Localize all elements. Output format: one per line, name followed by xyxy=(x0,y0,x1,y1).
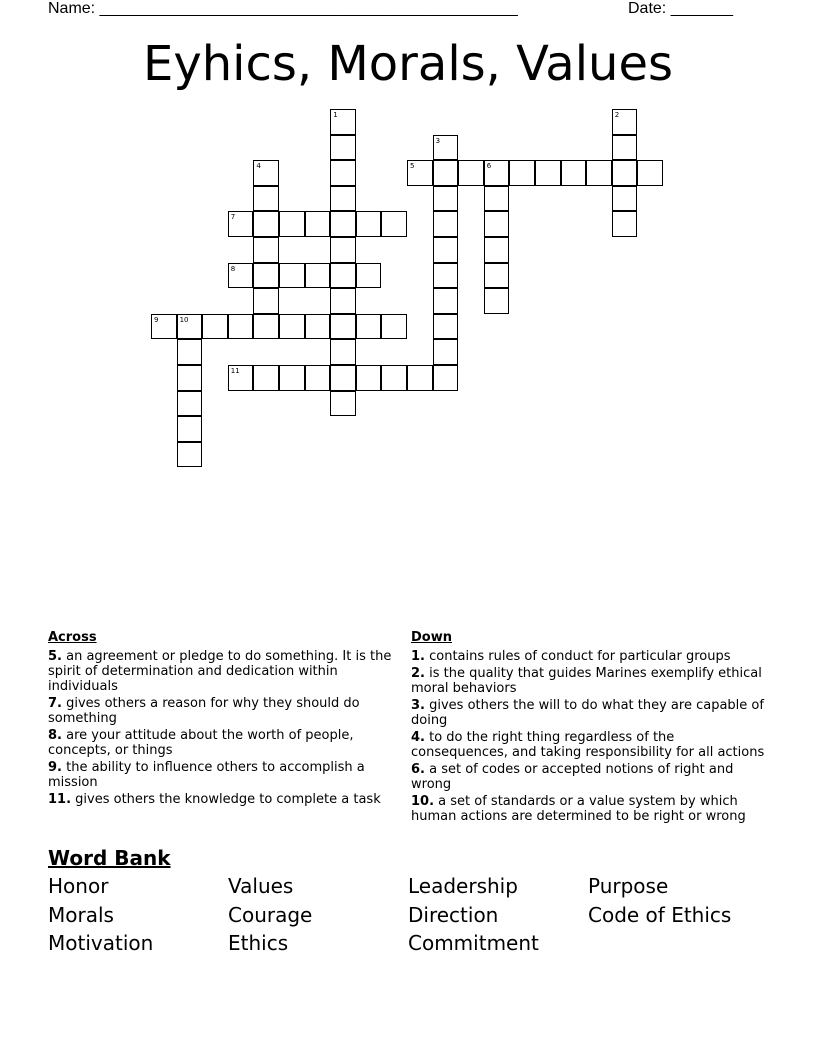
crossword-cell[interactable] xyxy=(253,314,279,340)
crossword-cell[interactable] xyxy=(279,263,305,289)
crossword-cell[interactable] xyxy=(356,211,382,237)
crossword-cell[interactable] xyxy=(381,314,407,340)
down-clues xyxy=(411,630,771,826)
crossword-cell[interactable] xyxy=(458,160,484,186)
crossword-cell[interactable] xyxy=(484,160,510,186)
word-bank-item: Ethics xyxy=(228,931,289,955)
clue-number-label: 8. xyxy=(48,728,62,743)
word-bank-item: Honor xyxy=(48,874,109,898)
clue-item xyxy=(411,762,771,792)
clue-item xyxy=(411,794,771,824)
clue-number: 5 xyxy=(410,162,415,171)
crossword-cell[interactable] xyxy=(561,160,587,186)
crossword-cell[interactable] xyxy=(509,160,535,186)
clue-number: 3 xyxy=(435,136,441,145)
crossword-cell[interactable] xyxy=(305,365,331,391)
crossword-cell[interactable] xyxy=(433,314,459,340)
crossword-cell[interactable] xyxy=(253,288,279,314)
crossword-cell[interactable] xyxy=(586,160,612,186)
crossword-cell[interactable] xyxy=(228,263,254,289)
word-bank-item: Morals xyxy=(48,902,114,927)
clue-number: 10 xyxy=(179,315,189,324)
clue-text: gives others the knowledge to complete a task xyxy=(71,792,381,807)
clue-number-label: 1. xyxy=(411,649,425,664)
across-clue-list xyxy=(48,649,393,807)
crossword-cell[interactable] xyxy=(202,314,228,340)
clue-item xyxy=(411,730,771,760)
crossword-cell[interactable] xyxy=(381,365,407,391)
crossword-cell[interactable] xyxy=(177,442,203,468)
crossword-cell[interactable] xyxy=(330,135,356,161)
word-bank-item: Direction xyxy=(408,902,499,927)
clue-item xyxy=(48,760,393,790)
across-heading: Across xyxy=(48,630,97,645)
clue-item xyxy=(411,666,771,696)
word-bank-item: Commitment xyxy=(408,931,539,955)
crossword-cell[interactable] xyxy=(151,314,177,340)
crossword-cell[interactable] xyxy=(330,160,356,186)
crossword-cell[interactable] xyxy=(253,160,279,186)
crossword-cell[interactable] xyxy=(279,314,305,340)
crossword-cell[interactable] xyxy=(330,237,356,263)
clue-number-label: 10. xyxy=(411,794,435,809)
crossword-cell[interactable] xyxy=(330,186,356,212)
clue-number: 2 xyxy=(614,111,620,119)
crossword-cell[interactable] xyxy=(330,339,356,365)
clue-number-label: 11. xyxy=(48,792,72,807)
clue-number-label: 9. xyxy=(48,760,62,775)
clue-number: 11 xyxy=(230,367,240,375)
clue-number-label: 5. xyxy=(48,649,62,664)
word-bank-item: Code of Ethics xyxy=(588,902,732,927)
clue-text: to do the right thing regardless of the consequences, and taking responsibility for all actions xyxy=(411,730,765,760)
crossword-cell[interactable] xyxy=(330,391,356,417)
clue-item xyxy=(48,696,393,726)
word-bank-item: Motivation xyxy=(48,931,154,955)
clue-number: 9 xyxy=(154,315,159,324)
crossword-cell[interactable] xyxy=(612,211,638,237)
crossword-cell[interactable] xyxy=(484,211,510,237)
crossword-cell[interactable] xyxy=(381,211,407,237)
crossword-cell[interactable] xyxy=(407,365,433,391)
clue-text: gives others a reason for why they should do something xyxy=(48,696,360,726)
crossword-cell[interactable] xyxy=(253,365,279,391)
clue-number-label: 3. xyxy=(411,698,425,713)
clue-number: 1 xyxy=(333,111,338,119)
page-title: Eyhics, Morals, Values xyxy=(142,36,673,92)
clue-number-label: 7. xyxy=(48,696,62,711)
crossword-cell[interactable] xyxy=(637,160,663,186)
clue-text: are your attitude about the worth of people, concepts, or things xyxy=(48,728,354,758)
clue-number: 8 xyxy=(230,264,236,273)
clue-text: contains rules of conduct for particular groups xyxy=(424,649,731,664)
crossword-cell[interactable] xyxy=(433,288,459,314)
down-heading: Down xyxy=(411,630,452,645)
crossword-cell[interactable] xyxy=(612,135,638,161)
crossword-cell[interactable] xyxy=(356,314,382,340)
crossword-cell[interactable] xyxy=(177,391,203,417)
clue-number: 6 xyxy=(486,162,492,171)
crossword-cell[interactable] xyxy=(177,314,203,340)
word-bank-heading: Word Bank xyxy=(48,846,171,870)
crossword-cell[interactable] xyxy=(484,288,510,314)
crossword-cell[interactable] xyxy=(433,237,459,263)
crossword-cell[interactable] xyxy=(330,288,356,314)
clue-text: a set of codes or accepted notions of right and wrong xyxy=(411,762,734,792)
clue-number-label: 2. xyxy=(411,666,425,681)
clue-item xyxy=(48,728,393,758)
crossword-cell[interactable] xyxy=(330,211,356,237)
crossword-cell[interactable] xyxy=(177,339,203,365)
crossword-cell[interactable] xyxy=(356,263,382,289)
crossword-cell[interactable] xyxy=(253,237,279,263)
clue-item xyxy=(48,649,393,694)
crossword-cell[interactable] xyxy=(433,135,459,161)
clue-text: is the quality that guides Marines exemplify ethical moral behaviors xyxy=(411,666,762,696)
crossword-cell[interactable] xyxy=(305,314,331,340)
crossword-cell[interactable] xyxy=(484,237,510,263)
crossword-cell[interactable] xyxy=(330,263,356,289)
crossword-cell[interactable] xyxy=(484,186,510,212)
crossword-cell[interactable] xyxy=(330,109,356,135)
crossword-cell[interactable] xyxy=(228,314,254,340)
crossword-cell[interactable] xyxy=(253,186,279,212)
crossword-cell[interactable] xyxy=(484,263,510,289)
word-bank-item: Purpose xyxy=(588,874,669,898)
clue-item xyxy=(48,792,393,807)
crossword-cell[interactable] xyxy=(433,263,459,289)
crossword-cell[interactable] xyxy=(433,186,459,212)
crossword-cell[interactable] xyxy=(330,365,356,391)
crossword-cell[interactable] xyxy=(433,365,459,391)
word-bank-item: Values xyxy=(228,874,294,898)
crossword-cell[interactable] xyxy=(253,211,279,237)
clue-number: 4 xyxy=(256,162,261,171)
crossword-grid xyxy=(0,0,816,480)
word-bank-item: Courage xyxy=(228,902,313,927)
crossword-cell[interactable] xyxy=(228,211,254,237)
crossword-cell[interactable] xyxy=(228,365,254,391)
crossword-cell[interactable] xyxy=(407,160,433,186)
crossword-cell[interactable] xyxy=(612,109,638,135)
clue-text: gives others the will to do what they are capable of doing xyxy=(411,698,764,728)
clue-number-label: 6. xyxy=(411,762,425,777)
clue-text: the ability to influence others to accomplish a mission xyxy=(48,760,365,790)
clue-number: 7 xyxy=(230,213,236,222)
name-field-label[interactable]: Name: _______________________________________________ xyxy=(48,0,518,17)
across-clues xyxy=(48,630,393,809)
clue-item xyxy=(411,649,771,664)
word-bank-item: Leadership xyxy=(408,874,518,898)
crossword-cell[interactable] xyxy=(433,160,459,186)
crossword-cell[interactable] xyxy=(253,263,279,289)
crossword-cell[interactable] xyxy=(612,186,638,212)
date-field-label[interactable]: Date: _______ xyxy=(628,0,733,17)
clue-number-label: 4. xyxy=(411,730,425,745)
crossword-cell[interactable] xyxy=(305,211,331,237)
clue-text: an agreement or pledge to do something. It is the spirit of determination and dedication within individuals xyxy=(48,649,392,694)
crossword-cell[interactable] xyxy=(612,160,638,186)
crossword-cell[interactable] xyxy=(177,365,203,391)
crossword-cell[interactable] xyxy=(330,314,356,340)
crossword-cell[interactable] xyxy=(433,211,459,237)
down-clue-list xyxy=(411,649,771,824)
crossword-cell[interactable] xyxy=(177,416,203,442)
crossword-cell[interactable] xyxy=(356,365,382,391)
crossword-cell[interactable] xyxy=(279,211,305,237)
crossword-cell[interactable] xyxy=(535,160,561,186)
clue-item xyxy=(411,698,771,728)
crossword-cell[interactable] xyxy=(433,339,459,365)
clue-text: a set of standards or a value system by which human actions are determined to be right or wrong xyxy=(411,794,746,824)
crossword-cell[interactable] xyxy=(305,263,331,289)
crossword-cell[interactable] xyxy=(279,365,305,391)
